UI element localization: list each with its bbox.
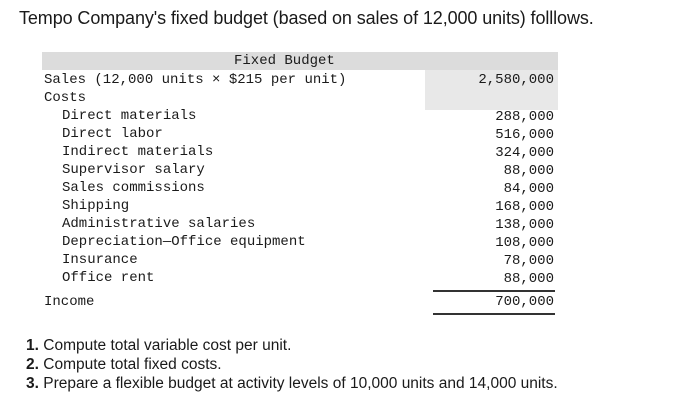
cost-value: 516,000 bbox=[495, 127, 554, 143]
sales-value: 2,580,000 bbox=[478, 72, 554, 88]
cost-label: Supervisor salary bbox=[62, 162, 205, 178]
cost-label: Direct materials bbox=[62, 108, 197, 124]
cost-label: Administrative salaries bbox=[62, 216, 256, 232]
income-value: 700,000 bbox=[495, 294, 554, 310]
question-item: 3. Prepare a flexible budget at activity levels of 10,000 units and 14,000 units. bbox=[26, 375, 558, 392]
cost-label: Direct labor bbox=[62, 126, 163, 142]
cost-value: 168,000 bbox=[495, 199, 554, 215]
total-rule bbox=[433, 313, 555, 315]
question-item: 2. Compute total fixed costs. bbox=[26, 356, 222, 373]
income-label: Income bbox=[44, 294, 95, 310]
cost-value: 324,000 bbox=[495, 145, 554, 161]
table-header: Fixed Budget bbox=[234, 53, 335, 69]
cost-label: Sales commissions bbox=[62, 180, 205, 196]
cost-value: 88,000 bbox=[503, 163, 554, 179]
costs-label: Costs bbox=[44, 90, 87, 106]
question-item: 1. Compute total variable cost per unit. bbox=[26, 337, 292, 354]
intro-text: Tempo Company's fixed budget (based on sales of 12,000 units) folllows. bbox=[19, 8, 594, 28]
cost-value: 288,000 bbox=[495, 109, 554, 125]
fixed-budget-table bbox=[38, 52, 558, 314]
subtotal-rule bbox=[433, 290, 555, 292]
cost-value: 108,000 bbox=[495, 235, 554, 251]
sales-label: Sales (12,000 units × $215 per unit) bbox=[44, 72, 347, 88]
cost-label: Insurance bbox=[62, 252, 138, 268]
cost-value: 84,000 bbox=[503, 181, 554, 197]
question-list bbox=[26, 336, 558, 393]
cost-value: 78,000 bbox=[503, 253, 554, 269]
cost-label: Indirect materials bbox=[62, 144, 214, 160]
cost-label: Shipping bbox=[62, 198, 130, 214]
cost-label: Depreciation—Office equipment bbox=[62, 234, 306, 250]
cost-value: 138,000 bbox=[495, 217, 554, 233]
cost-value: 88,000 bbox=[503, 271, 554, 287]
cost-label: Office rent bbox=[62, 270, 155, 286]
